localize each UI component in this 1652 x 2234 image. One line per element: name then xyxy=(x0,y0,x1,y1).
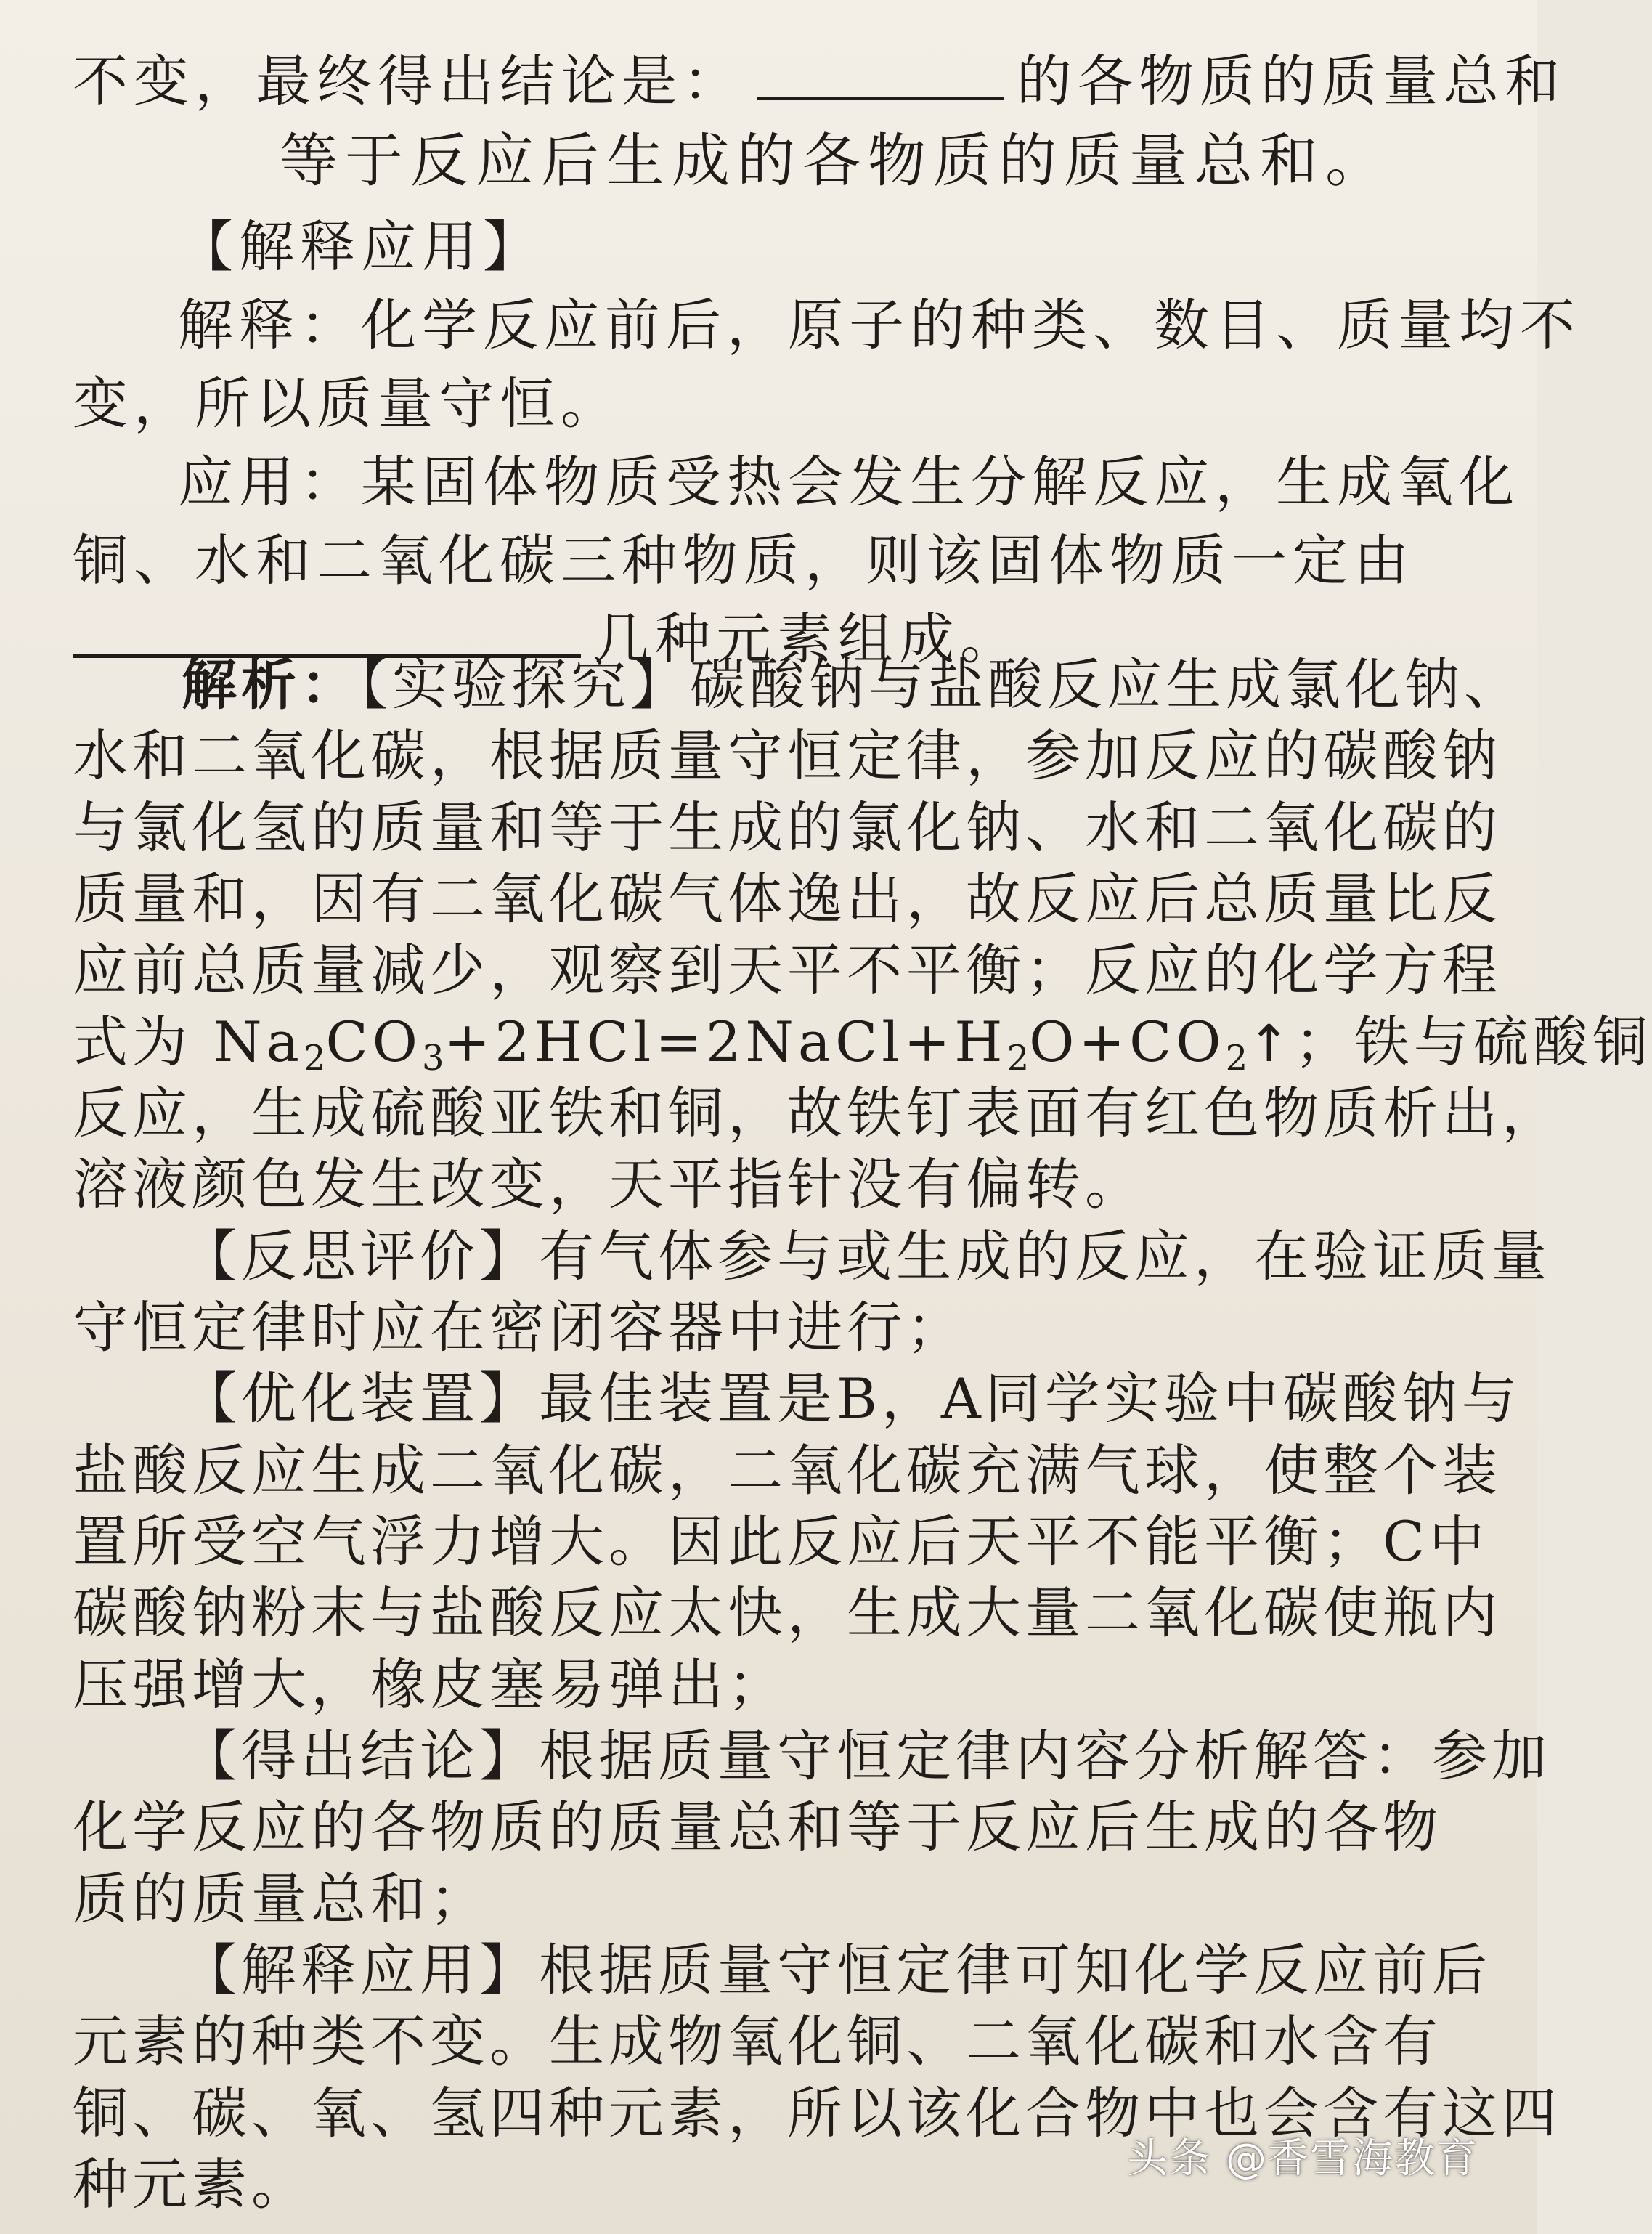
explain-line-1: 解释：化学反应前后，原子的种类、数目、质量均不 xyxy=(178,293,1581,357)
optimize-line-3: 置所受空气浮力增大。因此反应后天平不能平衡；C中 xyxy=(73,1509,1489,1574)
watermark: 头条 @香雪海教育 xyxy=(1127,2135,1478,2182)
analysis-line-8: 溶液颜色发生改变，天平指针没有偏转。 xyxy=(73,1152,1144,1216)
gas-arrow-icon: ↑ xyxy=(1248,1014,1295,1073)
question-line-1-tail: 的各物质的质量总和 xyxy=(1017,49,1566,113)
eq-co2-sub: 2 xyxy=(1225,1038,1248,1079)
application-line-1: 【解释应用】根据质量守恒定律可知化学反应前后 xyxy=(182,1938,1492,2002)
eq-na: Na xyxy=(213,1010,304,1074)
question-line-1-text: 不变，最终得出结论是： xyxy=(73,49,744,113)
analysis-line-2: 水和二氧化碳，根据质量守恒定律，参加反应的碳酸钠 xyxy=(73,723,1502,788)
eq-o-co: O+CO xyxy=(1029,1010,1226,1074)
analysis-line-4: 质量和，因有二氧化碳气体逸出，故反应后总质量比反 xyxy=(73,866,1502,931)
analysis-line-3: 与氯化氢的质量和等于生成的氯化钠、水和二氧化碳的 xyxy=(73,795,1502,860)
eq-co-sub: 3 xyxy=(422,1038,444,1079)
section-header-explain-apply: 【解释应用】 xyxy=(178,214,544,279)
conclusion-line-3: 质的质量总和； xyxy=(73,1867,489,1931)
equation-prefix: 式为 xyxy=(73,1010,214,1074)
equation-suffix: ；铁与硫酸铜 xyxy=(1294,1010,1652,1074)
chemical-equation xyxy=(213,1010,1295,1079)
eq-middle: +2HCl=2NaCl+H xyxy=(444,1010,1007,1074)
reflection-line-1: 【反思评价】有气体参与或生成的反应，在验证质量 xyxy=(182,1224,1551,1288)
application-line-2: 元素的种类不变。生成物氧化铜、二氧化碳和水含有 xyxy=(73,2009,1442,2073)
analysis-line-7: 反应，生成硫酸亚铁和铜，故铁钉表面有红色物质析出， xyxy=(73,1081,1561,1145)
apply-line-2: 铜、水和二氧化碳三种物质，则该固体物质一定由 xyxy=(73,528,1415,593)
apply-line-3-text: 几种元素组成。 xyxy=(594,606,1021,671)
answer-blank-1 xyxy=(757,46,1004,100)
eq-co: CO xyxy=(325,1010,422,1074)
explain-line-2: 变，所以质量守恒。 xyxy=(73,371,622,436)
conclusion-line-1: 【得出结论】根据质量守恒定律内容分析解答：参加 xyxy=(182,1723,1551,1788)
application-line-4: 种元素。 xyxy=(73,2152,311,2217)
eq-h-sub: 2 xyxy=(1006,1038,1030,1079)
optimize-line-1: 【优化装置】最佳装置是B，A同学实验中碳酸钠与 xyxy=(182,1366,1521,1431)
analysis-line-1-text: 【实验探究】碳酸钠与盐酸反应生成氯化钠、 xyxy=(360,652,1523,717)
question-line-2: 等于反应后生成的各物质的质量总和。 xyxy=(280,127,1391,195)
analysis-line-1 xyxy=(182,649,1523,721)
application-line-3: 铜、碳、氧、氢四种元素，所以该化合物中也会含有这四 xyxy=(73,2081,1561,2145)
reflection-line-2: 守恒定律时应在密闭容器中进行； xyxy=(73,1295,966,1360)
analysis-line-5: 应前总质量减少，观察到天平不平衡；反应的化学方程 xyxy=(73,938,1502,1002)
apply-line-1: 应用：某固体物质受热会发生分解反应，生成氧化 xyxy=(178,450,1520,514)
optimize-line-5: 压强增大，橡皮塞易弹出； xyxy=(73,1652,787,1717)
optimize-line-2: 盐酸反应生成二氧化碳，二氧化碳充满气球，使整个装 xyxy=(73,1438,1502,1503)
conclusion-line-2: 化学反应的各物质的质量总和等于反应后生成的各物 xyxy=(73,1795,1442,1859)
optimize-line-4: 碳酸钠粉末与盐酸反应太快，生成大量二氧化碳使瓶内 xyxy=(73,1580,1502,1645)
analysis-label: 解析： xyxy=(182,652,360,717)
question-line-1 xyxy=(73,45,1566,118)
eq-na-sub: 2 xyxy=(303,1038,326,1079)
